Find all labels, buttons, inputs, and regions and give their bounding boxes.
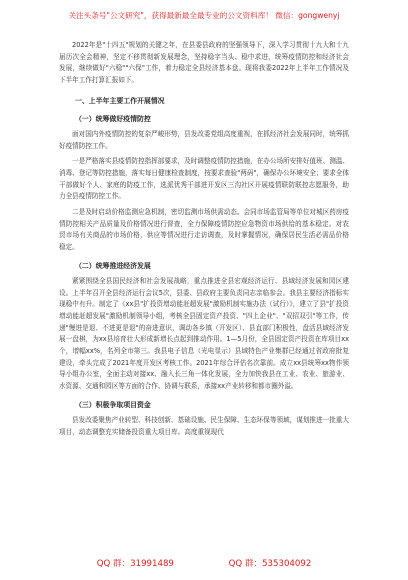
intro-paragraph: 2022年是"十四五"规划的关键之年，在县委县政府的坚强领导下，深入学习贯彻十九大和十九届历次全会精神，坚定不移贯彻新发展理念，坚持稳字当头、稳中求进，统筹疫情防控和经济社会发展，继续做好"六稳""六保"工作，着力稳定全县经济基本盘。现将我委2022年上半年工作情况及下半年工作打算汇报如下。 (59, 41, 349, 85)
paragraph: 紧紧围绕全县国民经济和社会发展战略，重点推进全县宏观经济运行、县域经济发展和园区建设。上半年召开全县经济运行会议5次，县委、县政府主要负责同志亲临参会。我县主要经济指标实现稳中有升。制定了《xx县"扩投资增动能赶超发展"激励机制实施办法（试行）》，建立了县"扩投资增动能赶超发展"激励机制领导小组，考核全县固定资产投资、"四上企业"、"双招双引"等工作，传递"慢进是退、不进更是退"的奋进意识，调动各乡镇（开发区）、县直部门积极性，盘活县域经济发展一盘棋，为xx县培育壮大形成新增长点起到推动作用。1—5月份，全县固定资产投资在库项目xx个，增幅xx%，名列全市第三。我县电子信息（光电显示）县域特色产业集群已经通过省政府批复建设，牵头完成了2021年度开发区考核工作。2021年综合评估名次靠前。成立xx县统筹xx物作领导小组办公室，全面主动对接xx、融入长三角一体化发展，全力加快我县在工业、农业、旅游业、水资源、交通和园区等方面的合作、协调与联系，承接xx产业转移和都市圈外溢。 (59, 276, 349, 391)
subsection-heading-2: （二）统筹推进经济发展 (75, 261, 151, 270)
qq-group-2: QQ 群：535304092 (228, 559, 312, 569)
contact-footer (0, 556, 408, 572)
document-body (59, 40, 349, 438)
subsection-heading-3: （三）积极争取项目资金 (75, 400, 151, 409)
paragraph: 面对国内外疫情防控的复杂严峻形势，县发改委党组高度重视，在抓经济社会发展同时，统筹抓好疫情防控工作。 (59, 129, 349, 150)
subsection-heading-1: （一）统筹做好疫情防控 (75, 114, 151, 123)
section-heading-1: 一、上半年主要工作开展情况 (75, 96, 165, 105)
qq-group-1: QQ 群：31991489 (96, 559, 174, 569)
paragraph: 一是严格落实县疫情防控指挥部要求，及时调整疫情防控措施，在办公场所安排好值班、测温、消毒、登记等防控措施，落实每日健康检查制度，按要求查验"两码"，确保办公环境安全；要求全体干部做好个人、家庭的防疫工作，选派优秀干部进开发区三沟社区开展疫情联防联控志愿服务，助力全县疫情防控工作。 (59, 157, 349, 201)
paragraph: 县发改委聚焦产业转型、科技创新、基础设施、民生保障、生态环保等领域，谋划推进一批重大项目，动态调整充实储备投资重大项目库。高度重视现代 (59, 415, 349, 436)
promo-banner: 关注头条号"公文研究"，获得最新最全最专业的公文资料库！ 微信：gongwenyj (68, 11, 340, 20)
paragraph: 二是及时启动价格监测应急机制，密切监测市场供需动态。会同市场监管局等单位对城区药房疫情防控相关产品质量及价格情况进行督查，全力保障疫情防控应急物资市场供给的基本稳定。对农贸市场有关商品的市场价格，供应等情况进行走访调查，及时掌握情况，确保居民生活必需品价格稳定。 (59, 208, 349, 252)
